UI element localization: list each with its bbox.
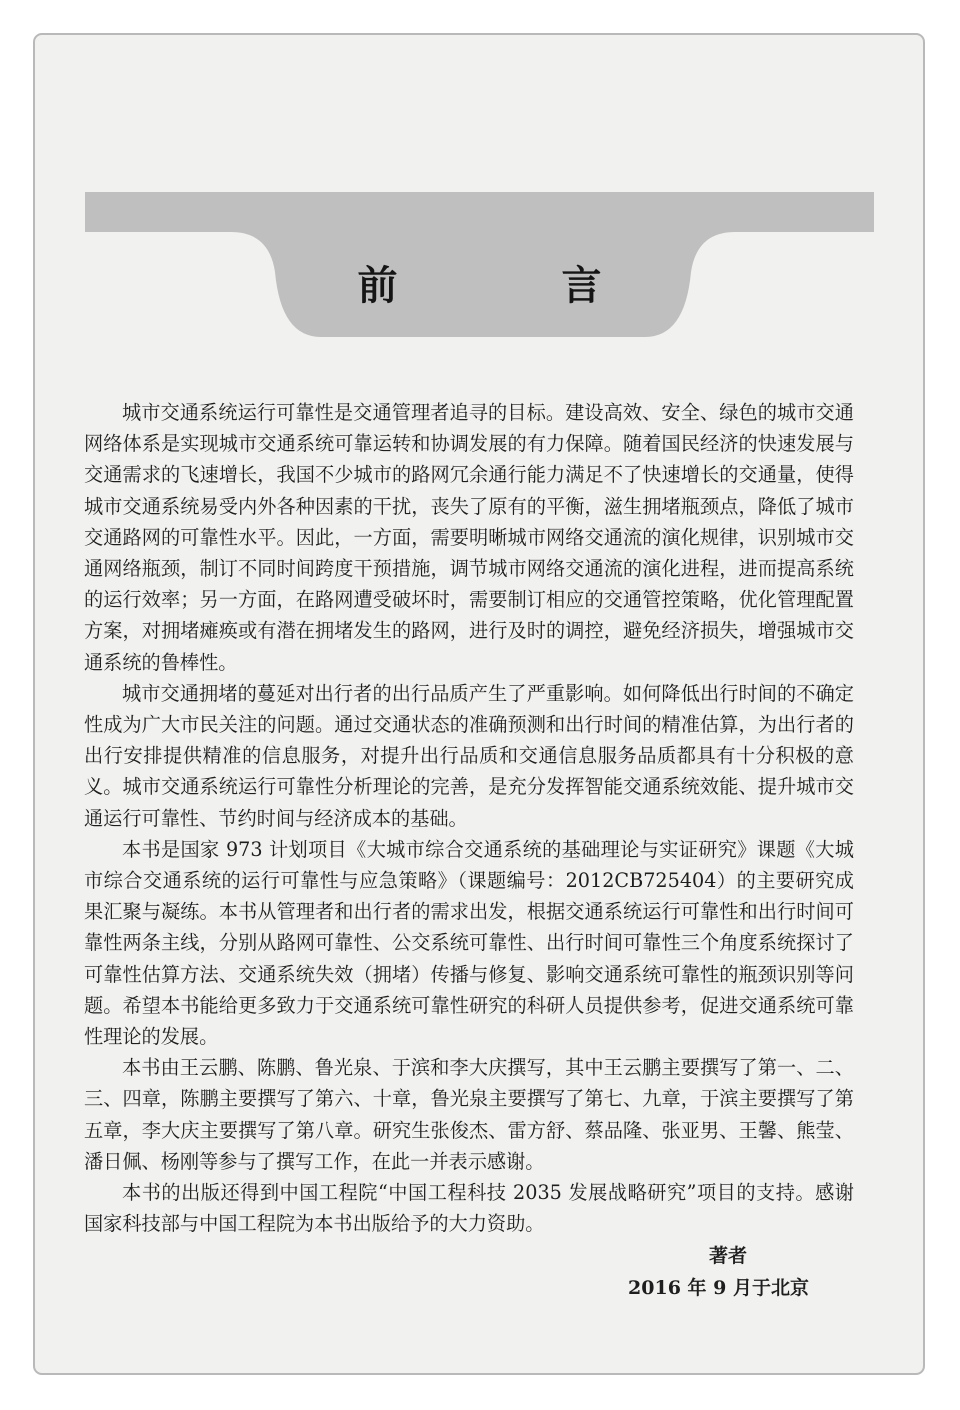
paragraph: 城市交通拥堵的蔓延对出行者的出行品质产生了严重影响。如何降低出行时间的不确定性成为广大市民关注的问题。通过交通状态的准确预测和出行时间的精准估算，为出行者的出行安排提供精准的信息服务，对提升出行品质和交通信息服务品质都具有十分积极的意义。城市交通系统运行可靠性分析理论的完善，是充分发挥智能交通系统效能、提升城市交通运行可靠性、节约时间与经济成本的基础。 (84, 681, 854, 830)
title-banner (85, 192, 874, 337)
signature-date: 2016 年 9 月于北京 (628, 1277, 809, 1299)
signature-author: 著者 (708, 1245, 747, 1267)
paragraph: 城市交通系统运行可靠性是交通管理者追寻的目标。建设高效、安全、绿色的城市交通网络体系是实现城市交通系统可靠运转和协调发展的有力保障。随着国民经济的快速发展与交通需求的飞速增长，我国不少城市的路网冗余通行能力满足不了快速增长的交通量，使得城市交通系统易受内外各种因素的干扰，丧失了原有的平衡，滋生拥堵瓶颈点，降低了城市交通路网的可靠性水平。因此，一方面，需要明晰城市网络交通流的演化规律，识别城市交通网络瓶颈，制订不同时间跨度干预措施，调节城市网络交通流的演化进程，进而提高系统的运行效率；另一方面，在路网遭受破坏时，需要制订相应的交通管控策略，优化管理配置方案，对拥堵瘫痪或有潜在拥堵发生的路网，进行及时的调控，避免经济损失，增强城市交通系统的鲁棒性。 (84, 401, 854, 674)
paragraph: 本书是国家 973 计划项目《大城市综合交通系统的基础理论与实证研究》课题《大城市综合交通系统的运行可靠性与应急策略》（课题编号：2012CB725404）的主要研究成果汇聚与凝练。本书从管理者和出行者的需求出发，根据交通系统运行可靠性和出行时间可靠性两条主线，分别从路网可靠性、公交系统可靠性、出行时间可靠性三个角度系统探讨了可靠性估算方法、交通系统失效（拥堵）传播与修复、影响交通系统可靠性的瓶颈识别等问题。希望本书能给更多致力于交通系统可靠性研究的科研人员提供参考，促进交通系统可靠性理论的发展。 (84, 837, 854, 1049)
signature-block (628, 1240, 809, 1304)
preface-body (84, 397, 854, 1239)
paragraph: 本书的出版还得到中国工程院“中国工程科技 2035 发展战略研究”项目的支持。感谢国家科技部与中国工程院为本书出版给予的大力资助。 (84, 1181, 854, 1236)
book-page (33, 33, 925, 1375)
page-title: 前 言 (357, 262, 664, 309)
paragraph: 本书由王云鹏、陈鹏、鲁光泉、于滨和李大庆撰写，其中王云鹏主要撰写了第一、二、三、四章，陈鹏主要撰写了第六、十章，鲁光泉主要撰写了第七、九章，于滨主要撰写了第五章，李大庆主要撰写了第八章。研究生张俊杰、雷方舒、蔡品隆、张亚男、王馨、熊莹、潘日佩、杨刚等参与了撰写工作，在此一并表示感谢。 (84, 1056, 854, 1173)
